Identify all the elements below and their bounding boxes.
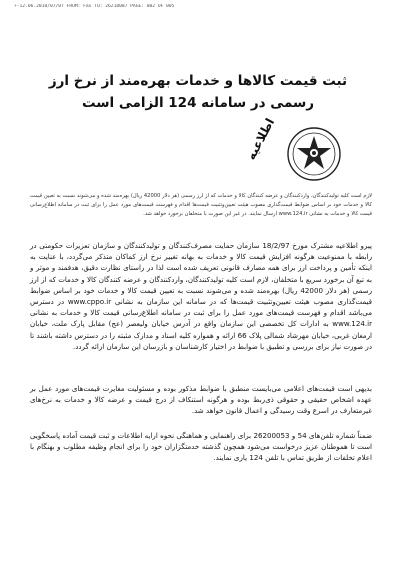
fax-transmission-header: +-12.06.2018/07/07 FROM: Fax TO: 26210087 PAGE: 002 OF 005 bbox=[14, 4, 175, 9]
announcement-stamp: اطلاعیه bbox=[243, 115, 278, 163]
body-paragraph-3: ضمناً شماره تلفن‌های 54 و 26200053 برای راهنمایی و هماهنگی نحوه ارایه اطلاعات و ثبت قیمت آماده پاسخگویی است تا هموطنان عزیز درخواست می‌شود همچون گذشته خدمتگزاران خود را برای انجام وظیفه مطلوب و بهنگام با اعلام تخلفات از طریق تماس با تلفن 124 یاری نمایند. bbox=[30, 431, 372, 463]
body-paragraph-2: بدیهی است قیمت‌های اعلامی می‌بایست منطبق با ضوابط مذکور بوده و مسئولیت مغایرت قیمت‌های مورد عمل بر عهده اشخاص حقیقی و حقوقی ذی‌ربط بوده و هرگونه استنکاف از درج قیمت و عرضه کالا و خدمات به نرخ‌های غیرمتعارف در اسرع وقت رسیدگی و اعمال قانون خواهد شد. bbox=[30, 384, 372, 416]
document-title: ثبت قیمت کالاها و خدمات بهره‌مند از نرخ ارز رسمی در سامانه 124 الزامی است bbox=[48, 73, 348, 111]
emblem-icon bbox=[286, 126, 342, 182]
intro-paragraph: لازم است کلیه تولیدکنندگان، واردکنندگان و عرضه کنندگان کالا و خدمات که از ارز رسمی (هر دلار 42000 ریال) بهره‌مند شده و می‌شوند نسبت به تعیین قیمت کالا و خدمات خود بر اساس ضوابط قیمت‌گذاری مصوب هیئت تعیین‌وتثبیت قیمت‌ها اقدام و فهرست قیمت‌های مورد عمل را برای ثبت در سامانه اطلاع‌رسانی قیمت کالا و خدمات به نشانی www.124.ir ارسال نمایند. در غیر این صورت با متخلفان برخورد خواهد شد. bbox=[30, 193, 373, 218]
body-paragraph-1: پیرو اطلاعیه مشترک مورخ 18/2/97 سازمان حمایت مصرف‌کنندگان و تولیدکنندگان و سازمان تعزیرات حکومتی در رابطه با ممنوعیت هرگونه افزایش قیمت کالا و خدمات به بهانه تغییر نرخ ارز کماکان متذکر می‌گردد، با عنایت به اینکه تأمین و پرداخت ارز برای همه مصارف قانونی تعریف شده است لذا در راستای نظارت دقیق، هدفمند و موثر و به تبع آن برخورد سریع با متخلفان، لازم است کلیه تولیدکنندگان، واردکنندگان و عرضه کنندگان کالا و خدمات که از ارز رسمی (هر دلار 42000 ریال) بهره‌مند شده و می‌شوند نسبت به تعیین قیمت کالا و خدمات خود بر اساس ضوابط قیمت‌گذاری مصوب هیئت تعیین‌وتثبیت قیمت‌ها که در سامانه این سازمان به نشانی www.cppo.ir در دسترس می‌باشد اقدام و فهرست قیمت‌های مورد عمل را برای ثبت در سامانه اطلاع‌رسانی قیمت کالا و خدمات به نشانی www.124.ir به ادارات کل تخصصی این سازمان واقع در آدرس خیابان ولیعصر (عج) مقابل پارک ملت، خیابان ارمغان غربی، خیابان مهرشاد شمالی پلاک 66 ارائه و همواره کلیه اسناد و مدارک مثبته را در دسترس داشته باشند تا در صورت نیاز برای بررسی و تطبیق با ضوابط در اختیار کارشناسان و بازرسان این سازمان ارائه گردد. bbox=[30, 241, 373, 351]
